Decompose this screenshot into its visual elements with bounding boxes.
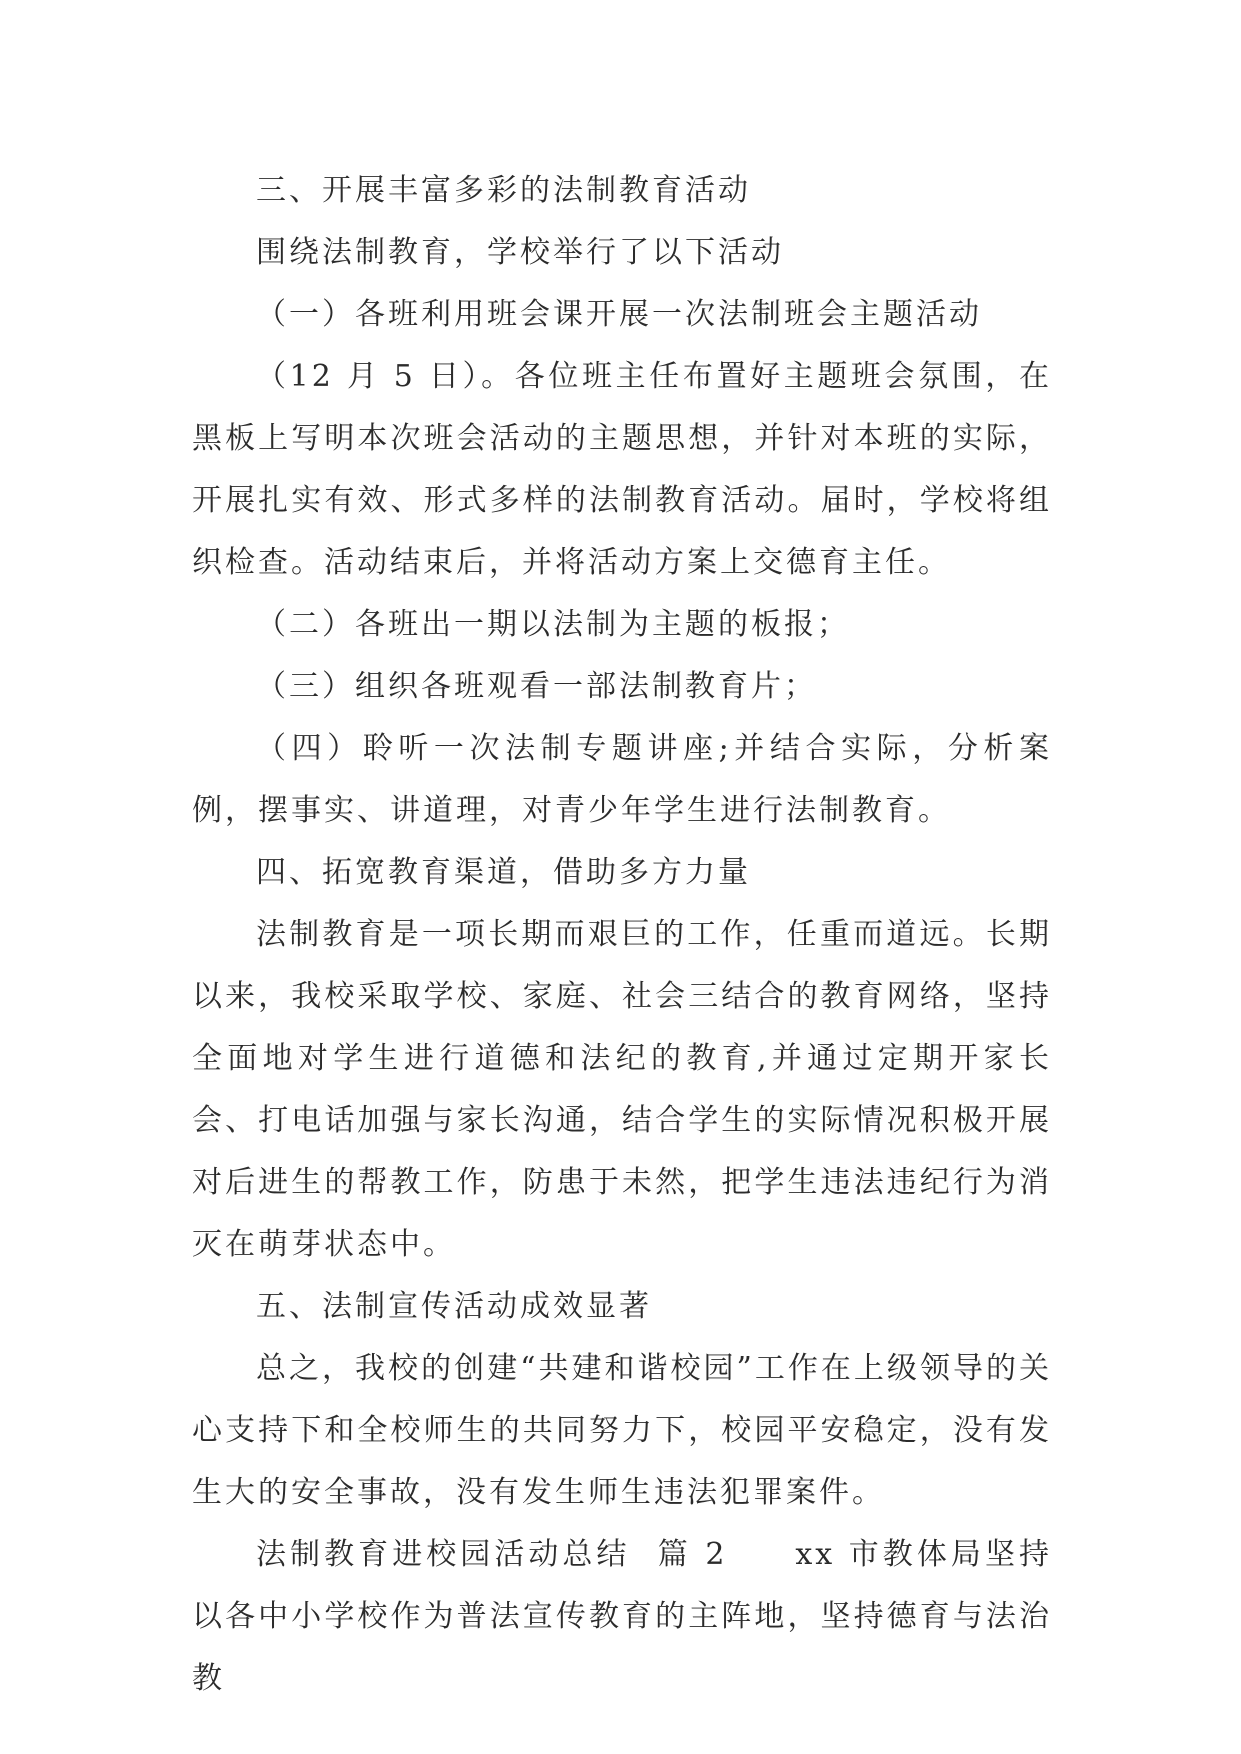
document-page	[192, 160, 1052, 1710]
section-heading-5: 五、法制宣传活动成效显著	[256, 1289, 652, 1324]
list-item-4: （四）聆听一次法制专题讲座;并结合实际，分析案例，摆事实、讲道理，对青少年学生进行法制教育。	[192, 731, 1052, 828]
section-heading-3: 三、开展丰富多彩的法制教育活动	[256, 173, 751, 208]
paragraph-summary: 总之，我校的创建“共建和谐校园”工作在上级领导的关心支持下和全校师生的共同努力下，校园平安稳定，没有发生大的安全事故，没有发生师生违法犯罪案件。	[192, 1351, 1052, 1510]
paragraph-class-meeting: （12 月 5 日）。各位班主任布置好主题班会氛围，在黑板上写明本次班会活动的主题思想，并针对本班的实际，开展扎实有效、形式多样的法制教育活动。届时，学校将组织检查。活动结束后，并将活动方案上交德育主任。	[192, 359, 1052, 580]
list-item-2: （二）各班出一期以法制为主题的板报；	[256, 607, 850, 642]
section-heading-4: 四、拓宽教育渠道，借助多方力量	[256, 855, 751, 890]
list-item-1-heading: （一）各班利用班会课开展一次法制班会主题活动	[256, 297, 982, 332]
paragraph-part-2-start: 法制教育进校园活动总结 篇 2 xx 市教体局坚持以各中小学校作为普法宣传教育的主阵地，坚持德育与法治教	[192, 1537, 1052, 1696]
list-item-3: （三）组织各班观看一部法制教育片；	[256, 669, 817, 704]
paragraph-activities-intro: 围绕法制教育，学校举行了以下活动	[256, 235, 784, 270]
paragraph-education-network: 法制教育是一项长期而艰巨的工作，任重而道远。长期以来，我校采取学校、家庭、社会三结合的教育网络，坚持全面地对学生进行道德和法纪的教育,并通过定期开家长会、打电话加强与家长沟通，结合学生的实际情况积极开展对后进生的帮教工作，防患于未然，把学生违法违纪行为消灭在萌芽状态中。	[192, 917, 1052, 1262]
